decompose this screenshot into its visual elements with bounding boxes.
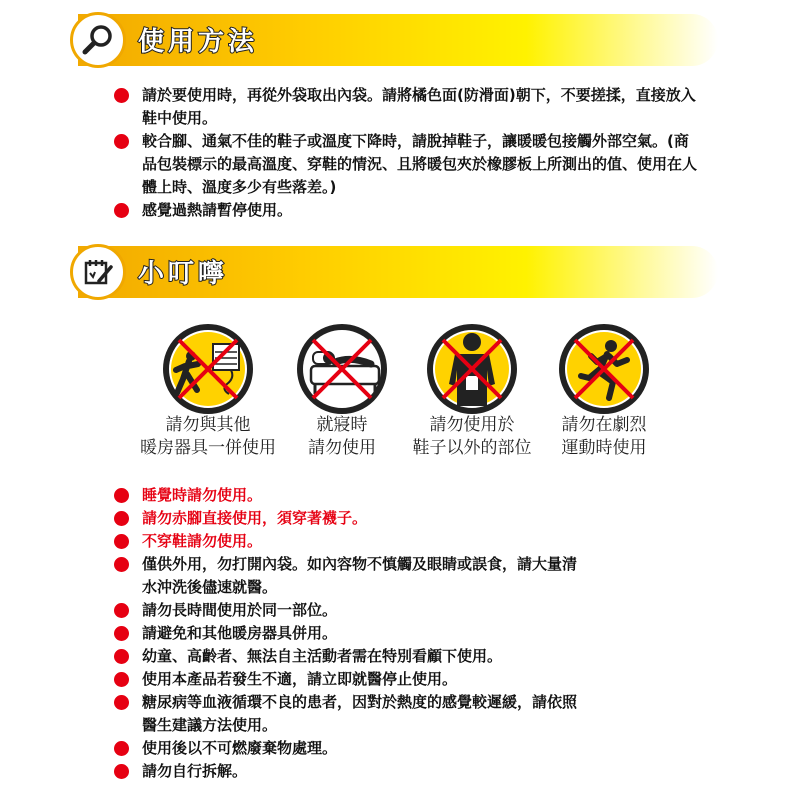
list-item-text: 使用本產品若發生不適，請立即就醫停止使用。 — [142, 670, 458, 688]
list-item-text: 請勿自行拆解。 — [142, 762, 248, 780]
list-item-text: 不穿鞋請勿使用。 — [142, 532, 263, 550]
caption-line: 請勿使用於 — [429, 415, 515, 435]
bullet-icon — [114, 534, 129, 549]
bullet-icon — [114, 741, 129, 756]
no-exercise-icon — [557, 322, 651, 416]
list-item — [110, 645, 580, 668]
list-item-text: 幼童、高齡者、無法自主活動者需在特別看顧下使用。 — [142, 647, 503, 665]
caption-line: 就寢時 — [316, 415, 368, 435]
list-item — [110, 668, 580, 691]
list-item — [110, 84, 700, 130]
no-body-icon — [425, 322, 519, 416]
list-item — [110, 484, 580, 507]
usage-title: 使用方法 — [138, 27, 259, 57]
bullet-icon — [114, 511, 129, 526]
tips-title: 小叮嚀 — [138, 259, 229, 289]
usage-banner — [78, 14, 718, 66]
list-item — [110, 507, 580, 530]
list-item-text: 請勿長時間使用於同一部位。 — [142, 601, 338, 619]
list-item — [110, 199, 700, 222]
tips-list — [110, 484, 580, 783]
list-item — [110, 691, 580, 737]
caption-line: 請勿使用 — [308, 438, 376, 458]
caption-line: 請勿與其他 — [165, 415, 251, 435]
bullet-icon — [114, 695, 129, 710]
memo-pencil-icon — [70, 244, 126, 300]
bullet-icon — [114, 672, 129, 687]
bullet-icon — [114, 134, 129, 149]
bullet-icon — [114, 626, 129, 641]
list-item — [110, 130, 700, 199]
bullet-icon — [114, 488, 129, 503]
no-sleep-icon — [295, 322, 389, 416]
list-item — [110, 737, 580, 760]
tips-banner — [78, 246, 718, 298]
bullet-icon — [114, 764, 129, 779]
usage-list — [110, 84, 700, 222]
bullet-icon — [114, 649, 129, 664]
prohibition-icons — [0, 322, 800, 472]
bullet-icon — [114, 88, 129, 103]
caption-line: 請勿在劇烈 — [561, 415, 647, 435]
caption-line: 暖房器具一併使用 — [140, 438, 276, 458]
no-heater-icon — [161, 322, 255, 416]
caption-line: 運動時使用 — [561, 438, 647, 458]
list-item-text: 睡覺時請勿使用。 — [142, 486, 263, 504]
caption-no-exercise — [524, 414, 684, 460]
magnifier-icon — [70, 12, 126, 68]
list-item-text: 較合腳、通氣不佳的鞋子或溫度下降時，請脫掉鞋子，讓暖暖包接觸外部空氣。(商品包裝標示的最高溫度、穿鞋的情況、且將暖包夾於橡膠板上所測出的值、使用在人體上時、溫度多少有些落差。) — [142, 132, 698, 196]
list-item — [110, 760, 580, 783]
list-item-text: 感覺過熱請暫停使用。 — [142, 201, 293, 219]
list-item-text: 使用後以不可燃廢棄物處理。 — [142, 739, 338, 757]
list-item — [110, 599, 580, 622]
list-item — [110, 622, 580, 645]
bullet-icon — [114, 203, 129, 218]
list-item-text: 請勿赤腳直接使用，須穿著襪子。 — [142, 509, 368, 527]
list-item — [110, 553, 580, 599]
list-item-text: 糖尿病等血液循環不良的患者，因對於熱度的感覺較遲緩，請依照醫生建議方法使用。 — [142, 693, 578, 734]
list-item-text: 請避免和其他暖房器具併用。 — [142, 624, 338, 642]
bullet-icon — [114, 603, 129, 618]
list-item-text: 僅供外用，勿打開內袋。如內容物不慎觸及眼睛或誤食，請大量清水沖洗後儘速就醫。 — [142, 555, 578, 596]
caption-line: 鞋子以外的部位 — [412, 438, 532, 458]
list-item-text: 請於要使用時，再從外袋取出內袋。請將橘色面(防滑面)朝下，不要搓揉，直接放入鞋中使用。 — [142, 86, 696, 127]
bullet-icon — [114, 557, 129, 572]
list-item — [110, 530, 580, 553]
